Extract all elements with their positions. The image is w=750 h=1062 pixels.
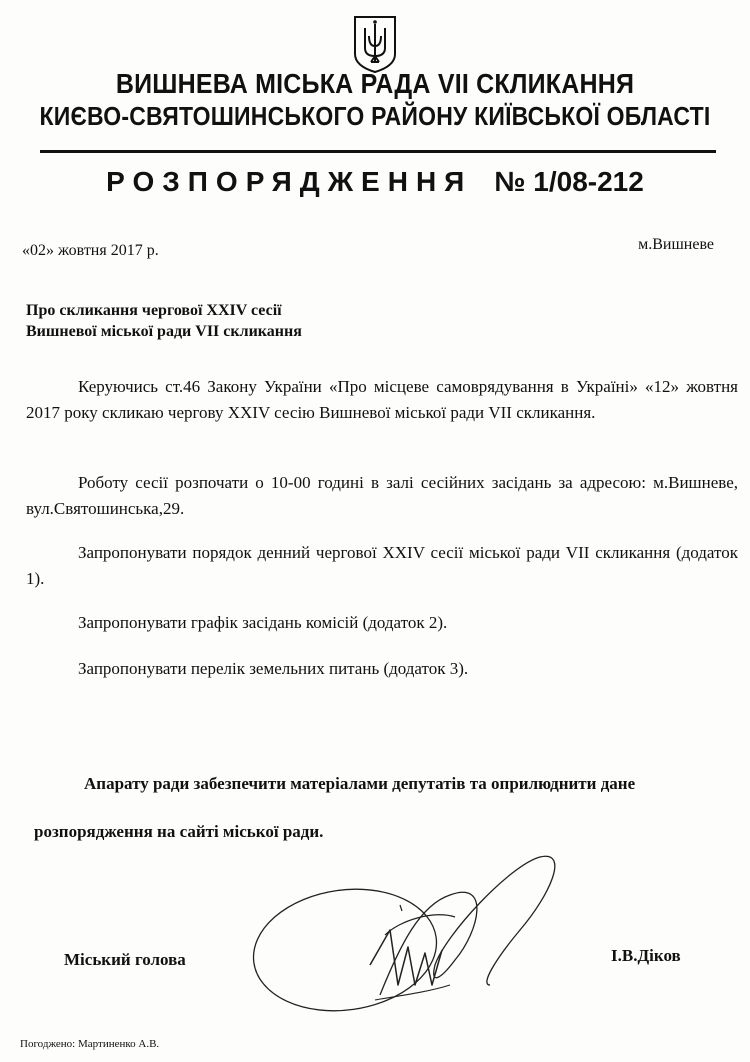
handwritten-signature: [250, 835, 710, 1025]
decree-heading: [0, 166, 750, 198]
decree-number: № 1/08-212: [494, 166, 644, 197]
council-name-line2: КИЄВО-СВЯТОШИНСЬКОГО РАЙОНУ КИЇВСЬКОЇ ОБЛАСТІ: [39, 101, 711, 131]
decree-date: «02» жовтня 2017 р.: [22, 242, 159, 259]
header-divider: [40, 150, 716, 153]
decree-word: РОЗПОРЯДЖЕННЯ: [106, 166, 473, 197]
staff-instruction-line1: Апарату ради забезпечити матеріалами депутатів та оприлюднити дане: [84, 774, 636, 793]
agreed-by-note: Погоджено: Мартиненко А.В.: [20, 1038, 160, 1050]
body-paragraph-5: Запропонувати перелік земельних питань (додаток 3).: [78, 659, 469, 678]
subject-line1: Про скликання чергової XXIV сесії: [26, 302, 282, 319]
body-paragraph-3: Запропонувати порядок денний чергової XXIV сесії міської ради VII скликання (додаток 1).: [26, 543, 738, 588]
decree-subject: [26, 300, 302, 342]
staff-instruction-line2: розпорядження на сайті міської ради.: [34, 822, 324, 841]
decree-place: м.Вишневе: [638, 236, 714, 253]
council-name-line1: ВИШНЕВА МІСЬКА РАДА VII СКЛИКАННЯ: [115, 68, 635, 100]
mayor-name: І.В.Діков: [611, 946, 681, 965]
body-paragraph-4: Запропонувати графік засідань комісій (додаток 2).: [78, 613, 448, 632]
coat-of-arms-icon: [352, 14, 398, 74]
mayor-title: Міський голова: [64, 950, 186, 969]
body-paragraph-2: Роботу сесії розпочати о 10-00 годині в залі сесійних засідань за адресою: м.Вишневе, вул.Святошинська,29.: [26, 473, 738, 518]
subject-line2: Вишневої міської ради VII скликання: [26, 323, 302, 340]
body-paragraph-1: Керуючись ст.46 Закону України «Про місцеве самоврядування в Україні» «12» жовтня 2017 року скликаю чергову XXIV сесію Вишневої міської ради VII скликання.: [26, 377, 738, 422]
